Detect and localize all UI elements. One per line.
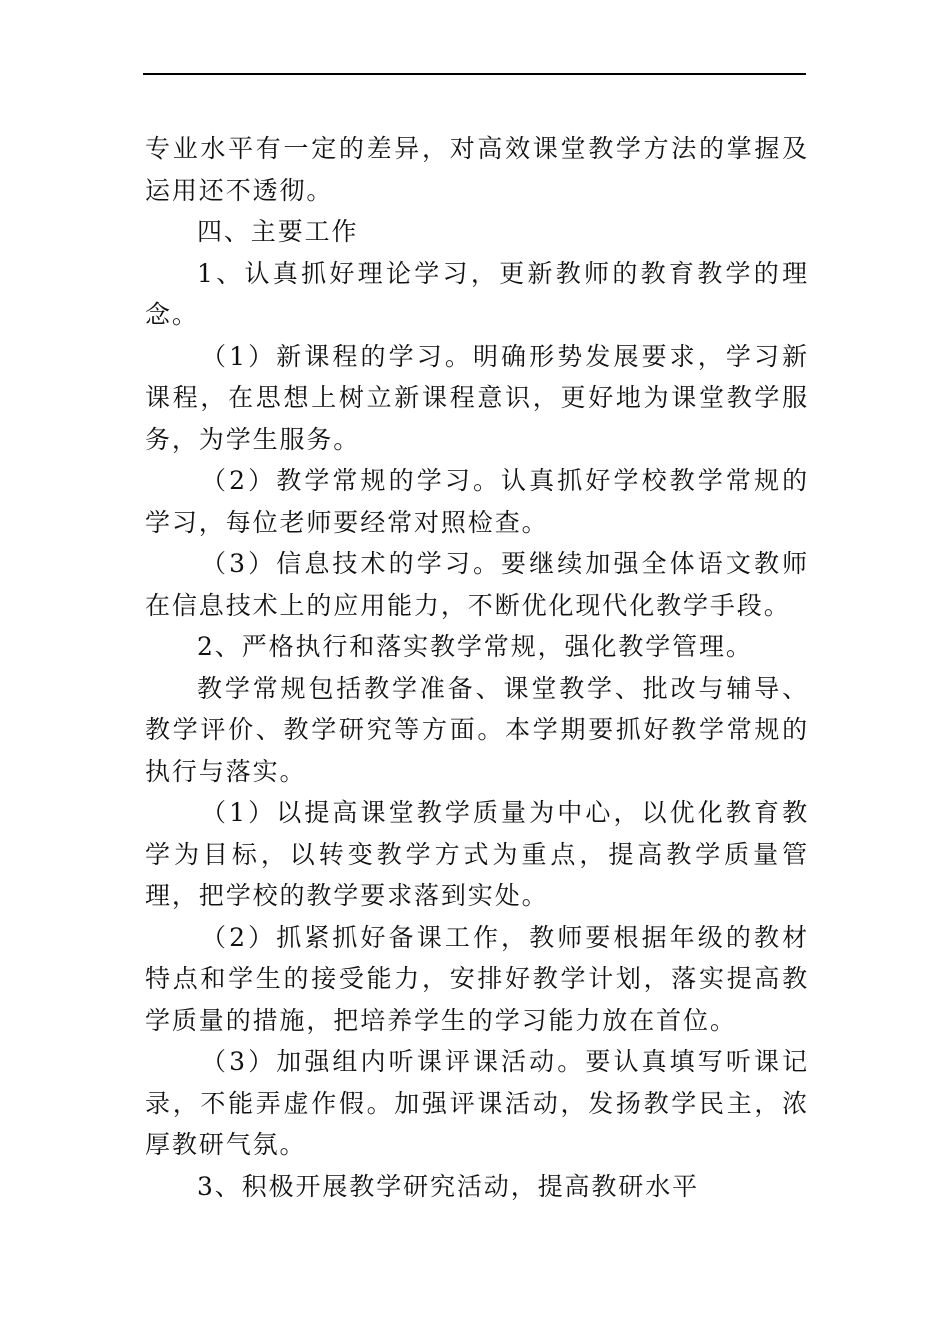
subheading-teaching-routine: 2、严格执行和落实教学常规，强化教学管理。 — [197, 632, 753, 661]
header-rule — [143, 73, 806, 75]
paragraph-lesson-observation: （3）加强组内听课评课活动。要认真填写听课记录，不能弄虚作假。加强评课活动，发扬教学民主，浓厚教研气氛。 — [145, 1047, 809, 1159]
paragraph-routine-overview: 教学常规包括教学准备、课堂教学、批改与辅导、教学评价、教学研究等方面。本学期要抓好教学常规的执行与落实。 — [145, 673, 809, 786]
paragraph-lesson-prep: （2）抓紧抓好备课工作，教师要根据年级的教材特点和学生的接受能力，安排好教学计划，落实提高教学质量的措施，把培养学生的学习能力放在首位。 — [145, 922, 809, 1035]
section-heading-main-work: 四、主要工作 — [197, 217, 359, 246]
subheading-theory-study: 1、认真抓好理论学习，更新教师的教育教学的理念。 — [145, 258, 809, 329]
paragraph-teaching-routine-study: （2）教学常规的学习。认真抓好学校教学常规的学习，每位老师要经常对照检查。 — [145, 466, 809, 537]
paragraph-continuation: 专业水平有一定的差异，对高效课堂教学方法的掌握及运用还不透彻。 — [145, 134, 809, 205]
paragraph-new-curriculum: （1）新课程的学习。明确形势发展要求，学习新课程，在思想上树立新课程意识，更好地为课堂教学服务，为学生服务。 — [145, 341, 809, 454]
paragraph-it-study: （3）信息技术的学习。要继续加强全体语文教师在信息技术上的应用能力，不断优化现代化教学手段。 — [145, 549, 809, 620]
document-body — [145, 128, 809, 1207]
paragraph-quality-center: （1）以提高课堂教学质量为中心，以优化教育教学为目标，以转变教学方式为重点，提高教学质量管理，把学校的教学要求落到实处。 — [145, 798, 809, 910]
subheading-research-activities: 3、积极开展教学研究活动，提高教研水平 — [197, 1171, 700, 1201]
